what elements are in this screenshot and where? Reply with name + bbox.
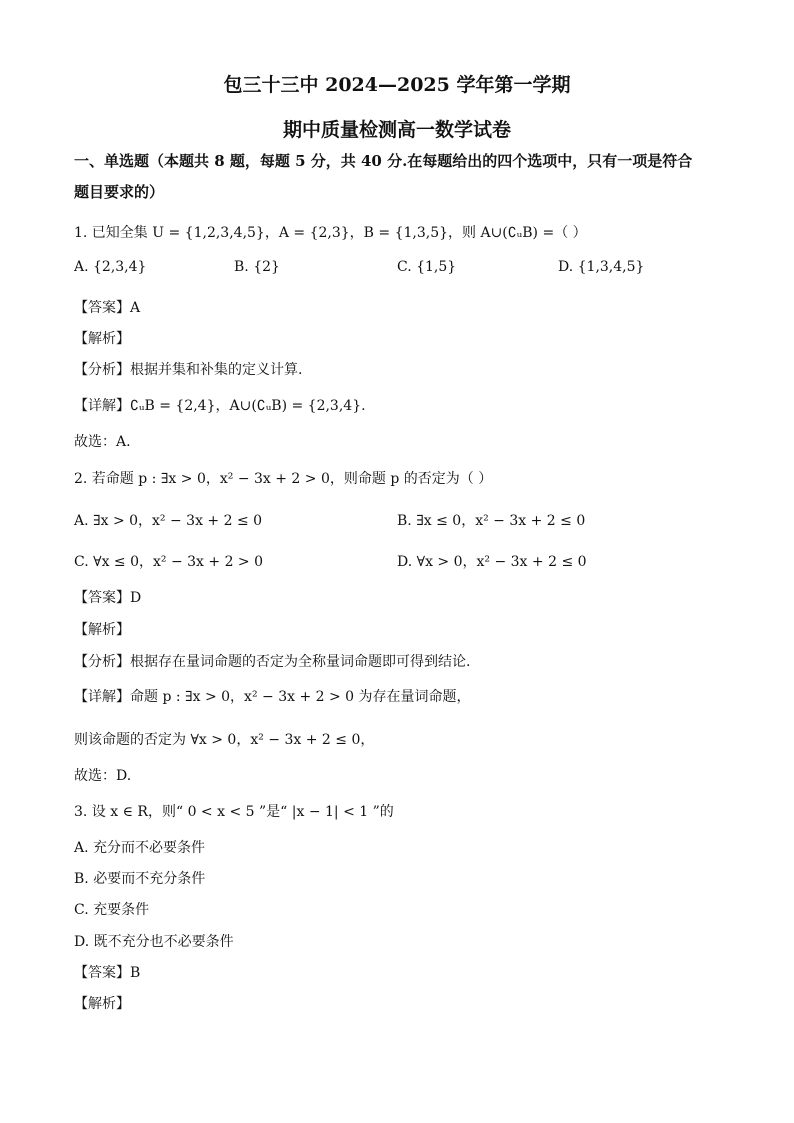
question-3-option-b: B. 必要而不充分条件 xyxy=(74,871,206,887)
section-heading-line2: 题目要求的） xyxy=(74,183,165,201)
section-heading-line1: 一、单选题（本题共 8 题，每题 5 分，共 40 分.在每题给出的四个选项中，只有一项是符合 xyxy=(74,152,693,170)
question-2-stem: 2. 若命题 p : ∃x > 0，x² − 3x + 2 > 0，则命题 p 的否定为（ ） xyxy=(74,471,493,487)
question-2-jiexi: 【解析】 xyxy=(74,622,130,638)
question-2-option-d: D. ∀x > 0，x² − 3x + 2 ≤ 0 xyxy=(397,554,587,570)
exam-title-line2: 期中质量检测高一数学试卷 xyxy=(282,119,511,141)
question-2-option-b: B. ∃x ≤ 0，x² − 3x + 2 ≤ 0 xyxy=(397,513,586,529)
question-3-option-c: C. 充要条件 xyxy=(74,902,150,918)
question-1-answer: 【答案】A xyxy=(74,300,141,316)
question-2-negation: 则该命题的否定为 ∀x > 0，x² − 3x + 2 ≤ 0， xyxy=(74,732,375,748)
question-2-conclusion: 故选：D. xyxy=(74,768,132,784)
question-1-fenxi: 【分析】根据并集和补集的定义计算. xyxy=(74,362,303,378)
question-2-option-a: A. ∃x > 0，x² − 3x + 2 ≤ 0 xyxy=(74,513,263,529)
question-2-xiangjie: 【详解】命题 p : ∃x > 0，x² − 3x + 2 > 0 为存在量词命题， xyxy=(74,689,471,705)
question-3-jiexi: 【解析】 xyxy=(74,996,130,1012)
question-1-stem: 1. 已知全集 U = {1,2,3,4,5}，A = {2,3}，B = {1,3,5}，则 A∪(∁ᵤB) =（ ） xyxy=(74,225,587,241)
question-1-conclusion: 故选：A. xyxy=(74,434,131,450)
question-1-option-b: B. {2} xyxy=(234,259,280,275)
question-2-fenxi: 【分析】根据存在量词命题的否定为全称量词命题即可得到结论. xyxy=(74,654,471,670)
question-1-xiangjie: 【详解】∁ᵤB = {2,4}，A∪(∁ᵤB) = {2,3,4}. xyxy=(74,398,366,414)
exam-title-line1: 包三十三中 2024—2025 学年第一学期 xyxy=(223,74,571,96)
question-3-option-a: A. 充分而不必要条件 xyxy=(74,840,206,856)
question-1-option-a: A. {2,3,4} xyxy=(74,259,147,275)
question-3-answer: 【答案】B xyxy=(74,965,141,981)
question-3-stem: 3. 设 x ∈ R，则“ 0 < x < 5 ”是“ |x − 1| < 1 ”的 xyxy=(74,804,394,820)
question-2-option-c: C. ∀x ≤ 0，x² − 3x + 2 > 0 xyxy=(74,554,264,570)
question-3-option-d: D. 既不充分也不必要条件 xyxy=(74,934,234,950)
question-1-option-c: C. {1,5} xyxy=(397,259,457,275)
question-1-option-d: D. {1,3,4,5} xyxy=(558,259,645,275)
question-1-jiexi: 【解析】 xyxy=(74,331,130,347)
question-2-answer: 【答案】D xyxy=(74,590,142,606)
